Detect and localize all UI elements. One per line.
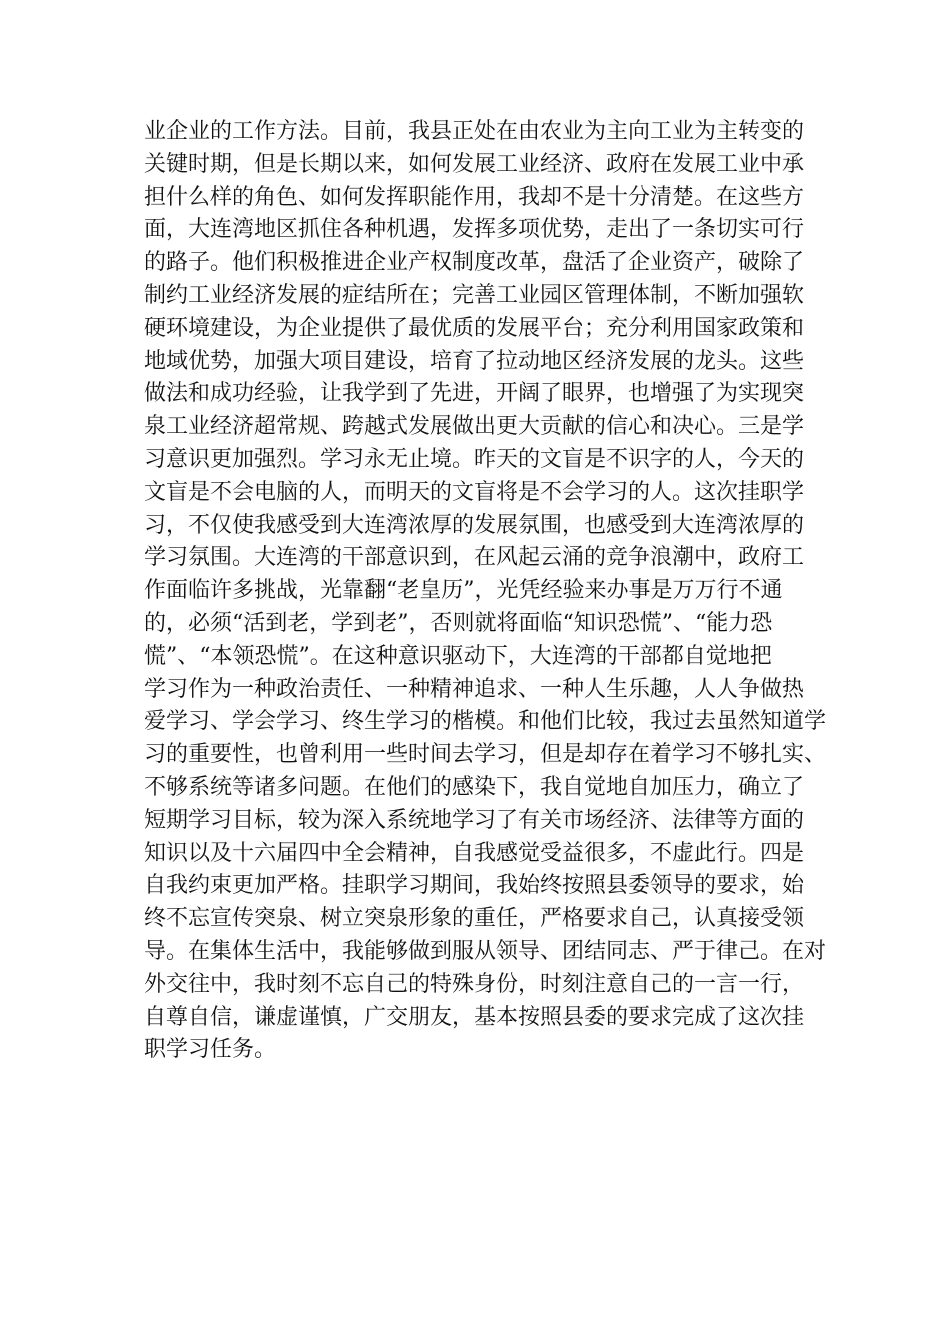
text-line: 作面临许多挑战，光靠翻“老皇历”，光凭经验来办事是万万行不通: [144, 578, 783, 604]
text-line: 担什么样的角色、如何发挥职能作用，我却不是十分清楚。在这些方: [144, 184, 805, 210]
text-line: 做法和成功经验，让我学到了先进，开阔了眼界，也增强了为实现突: [144, 381, 805, 407]
text-line: 慌”、“本领恐慌”。在这种意识驱动下，大连湾的干部都自觉地把: [144, 643, 772, 669]
text-line: 短期学习目标，较为深入系统地学习了有关市场经济、法律等方面的: [144, 807, 805, 833]
text-line: 地域优势，加强大项目建设，培育了拉动地区经济发展的龙头。这些: [144, 348, 805, 374]
text-line: 不够系统等诸多问题。在他们的感染下，我自觉地自加压力，确立了: [144, 774, 805, 800]
text-line: 外交往中，我时刻不忘自己的特殊身份，时刻注意自己的一言一行，: [144, 971, 805, 997]
text-line: 学习氛围。大连湾的干部意识到，在风起云涌的竞争浪潮中，政府工: [144, 545, 805, 571]
text-line: 导。在集体生活中，我能够做到服从领导、团结同志、严于律己。在对: [144, 938, 827, 964]
text-line: 习意识更加强烈。学习永无止境。昨天的文盲是不识字的人，今天的: [144, 446, 805, 472]
text-line: 习的重要性，也曾利用一些时间去学习，但是却存在着学习不够扎实、: [144, 742, 827, 768]
text-line: 关键时期，但是长期以来，如何发展工业经济、政府在发展工业中承: [144, 151, 805, 177]
text-line: 的路子。他们积极推进企业产权制度改革，盘活了企业资产，破除了: [144, 250, 805, 276]
text-line: 职学习任务。: [144, 1037, 277, 1063]
text-line: 的，必须“活到老，学到老”，否则就将面临“知识恐慌”、“能力恐: [144, 610, 773, 636]
text-line: 业企业的工作方法。目前，我县正处在由农业为主向工业为主转变的: [144, 119, 805, 144]
text-line: 爱学习、学会学习、终生学习的楷模。和他们比较，我过去虽然知道学: [144, 709, 827, 735]
text-line: 学习作为一种政治责任、一种精神追求、一种人生乐趣，人人争做热: [144, 676, 805, 702]
text-line: 文盲是不会电脑的人，而明天的文盲将是不会学习的人。这次挂职学: [144, 479, 805, 505]
text-line: 制约工业经济发展的症结所在；完善工业园区管理体制，不断加强软: [144, 282, 805, 308]
text-line: 泉工业经济超常规、跨越式发展做出更大贡献的信心和决心。三是学: [144, 414, 805, 440]
text-line: 知识以及十六届四中全会精神，自我感觉受益很多，不虚此行。四是: [144, 840, 805, 866]
text-line: 习，不仅使我感受到大连湾浓厚的发展氛围，也感受到大连湾浓厚的: [144, 512, 805, 538]
text-line: 硬环境建设，为企业提供了最优质的发展平台；充分利用国家政策和: [144, 315, 805, 341]
body-paragraph: [144, 116, 834, 1067]
text-line: 面，大连湾地区抓住各种机遇，发挥多项优势，走出了一条切实可行: [144, 217, 805, 243]
text-line: 终不忘宣传突泉、树立突泉形象的重任，严格要求自己，认真接受领: [144, 906, 805, 932]
text-line: 自我约束更加严格。挂职学习期间，我始终按照县委领导的要求，始: [144, 873, 805, 899]
text-line: 自尊自信，谦虚谨慎，广交朋友，基本按照县委的要求完成了这次挂: [144, 1004, 805, 1030]
